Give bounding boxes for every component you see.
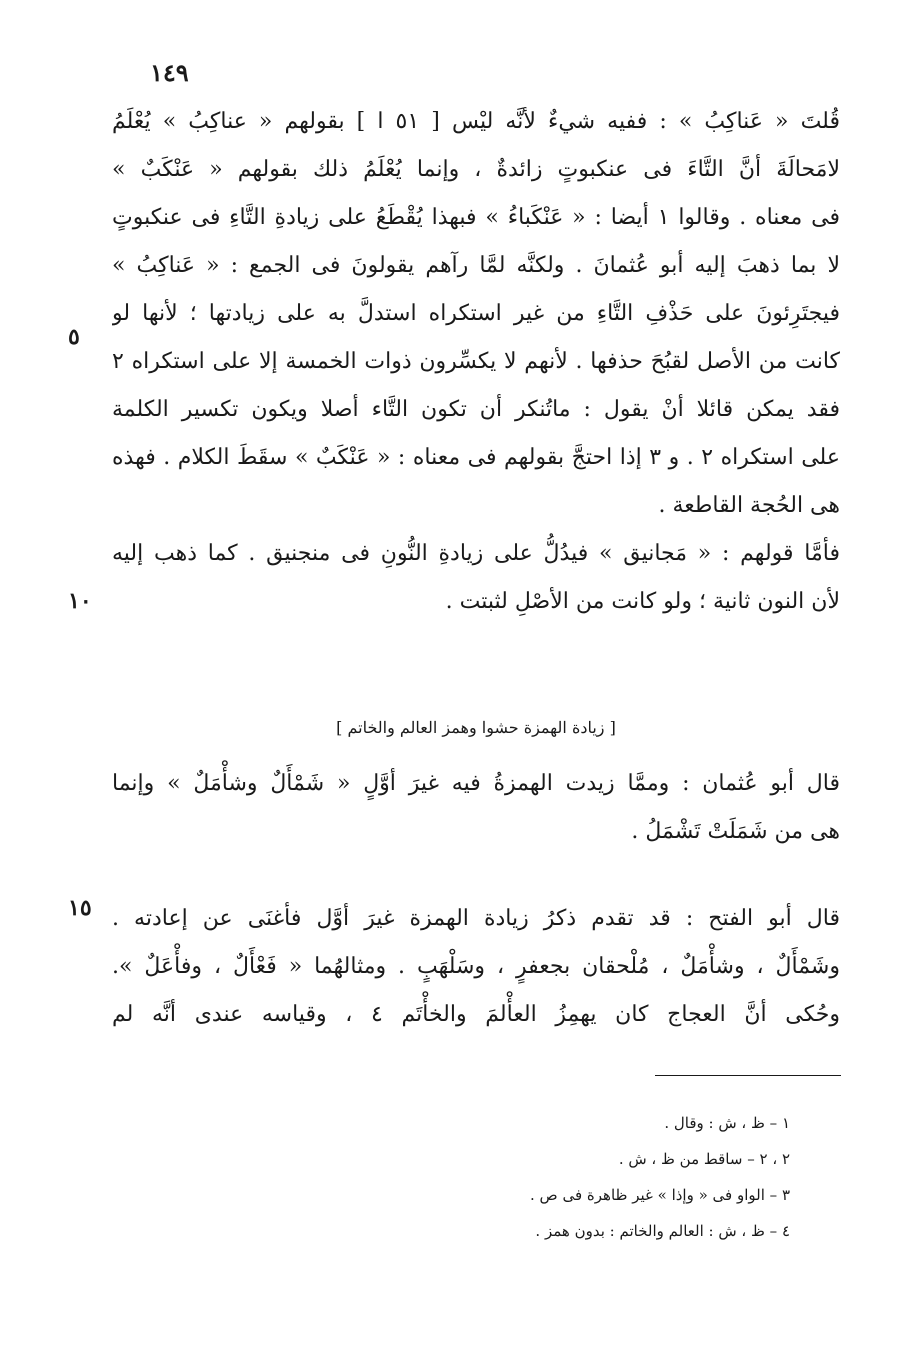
text-line: قال أبو الفتح : قد تقدم ذكرُ زيادة الهمزة غيرَ أوَّل فأغنَى عن إعادته . <box>112 906 840 931</box>
text-line: فى معناه . وقالوا ١ أيضا : « عَنْكَباءُ » فبهذا يُقْطَعُ على زيادةِ التَّاءِ فى عنكبوتٍ <box>112 205 840 230</box>
line-number-10: ١٠ <box>68 588 92 614</box>
text-line: لامَحالَةَ أنَّ التَّاءَ فى عنكبوتٍ زائدةٌ ، وإنما يُعْلَمُ ذلك بقولهم « عَنْكَبٌ » <box>112 157 840 182</box>
footnote: ٤ – ظ ، ش : العالم والخاتم : بدون همز . <box>535 1222 790 1240</box>
text-line: هى من شَمَلَتْ تَشْمَلُ . <box>631 819 840 844</box>
text-line: فأمَّا قولهم : « مَجانيق » فيدُلُّ على زيادةِ النُّونِ فى منجنيق . كما ذهب إليه <box>112 541 840 566</box>
footnote-divider <box>655 1075 841 1076</box>
section-heading: [ زيادة الهمزة حشوا وهمز العالم والخاتم ] <box>336 718 616 737</box>
footnotes <box>300 1105 790 1249</box>
line-number-5: ٥ <box>68 324 80 350</box>
text-line: كانت من الأصل لقبُحَ حذفها . لأنهم لا يكسِّرون ذوات الخمسة إلا على استكراه ٢ <box>112 349 840 374</box>
footnote: ٣ – الواو فى « وإذا » غير ظاهرة فى ص . <box>530 1186 790 1204</box>
footnote: ١ – ظ ، ش : وقال . <box>664 1114 790 1132</box>
text-line: لا بما ذهبَ إليه أبو عُثمانَ . ولكنَّه لمَّا رآهم يقولونَ فى الجمع : « عَناكِبُ » <box>112 253 840 278</box>
page-number: ١٤٩ <box>150 58 189 87</box>
text-line: وحُكى أنَّ العجاج كان يهمِزُ العأْلمَ والخأْتَم ٤ ، وقياسه عندى أنَّه لم <box>112 1002 840 1027</box>
main-text-block <box>68 98 840 626</box>
quote-paragraph <box>112 760 840 856</box>
text-line: على استكراه ٢ . و ٣ إذا احتجَّ بقولهم فى معناه : « عَنْكَبٌ » سقَطَ الكلام . فهذه <box>112 445 840 470</box>
commentary-paragraph <box>68 895 840 1039</box>
text-line: لأن النون ثانية ؛ ولو كانت من الأصْلِ لثبتت . <box>445 589 840 614</box>
text-line: هى الحُجة القاطعة . <box>658 493 840 518</box>
text-line: قُلتَ « عَناكِبُ » : ففيه شيءٌ لأنَّه ليْس [ ٥١ ا ] بقولهم « عناكِبُ » يُعْلَمُ <box>112 109 840 134</box>
text-line: قال أبو عُثمان : وممَّا زيدت الهمزةُ فيه غيرَ أوَّلٍ « شَمْأَلٌ وشأْمَلٌ » وإنما <box>112 771 840 796</box>
text-line: فقد يمكن قائلا أنْ يقول : ماتُنكر أن تكون التَّاء أصلا ويكون تكسير الكلمة <box>112 397 840 422</box>
text-line: فيجتَرِئونَ على حَذْفِ التَّاءِ من غير استكراه استدلَّ به على زيادتها ؛ لأنها لو <box>112 301 840 326</box>
footnote: ٢ ، ٢ – ساقط من ظ ، ش . <box>618 1150 790 1168</box>
line-number-15: ١٥ <box>68 895 92 921</box>
text-line: وشَمْأَلٌ ، وشأْمَلٌ ، مُلْحقان بجعفرٍ ، وسَلْهَبٍ . ومثالهُما « فَعْأَلٌ ، وفأْعَلٌ ». <box>112 954 840 979</box>
